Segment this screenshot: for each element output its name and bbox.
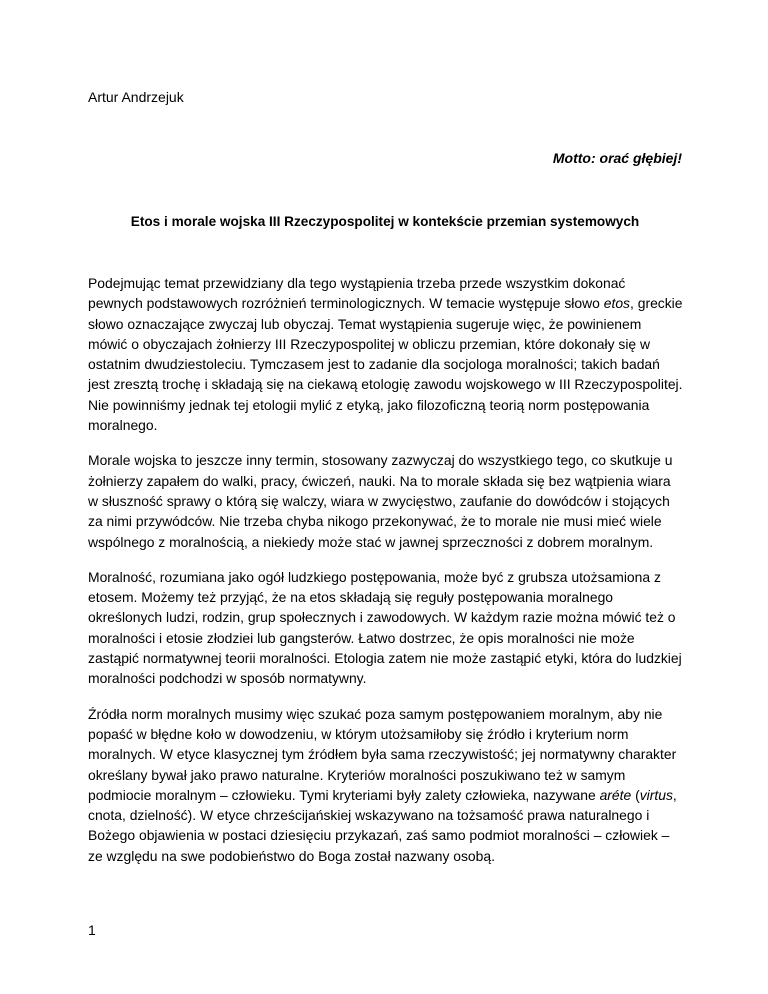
paragraph-4-part-b: ( — [631, 786, 640, 803]
paragraph-4-part-c: , cnota, dzielność). W etyce chrześcijańskiej wskazywano na tożsamość prawa naturalnego i Bożego objawienia w postaci dziesięciu przykazań, zaś samo podmiot moralności – człowiek – ze względu na swe podobieństwo do Boga został nazwany osobą. — [88, 786, 677, 864]
paragraph-4-part-a: Źródła norm moralnych musimy więc szukać poza samym postępowaniem moralnym, aby nie popaść w błędne koło w dowodzeniu, w którym utożsamiłoby się źródło i kryterium norm moralnych. W etyce klasycznej tym źródłem była sama rzeczywistość; jej normatywny charakter określany bywał jako prawo naturalne. Kryteriów moralności poszukiwano też w samym podmiocie moralnym – człowieku. Tymi kryteriami były zalety człowieka, nazywane — [88, 705, 677, 803]
paragraph-1 — [88, 273, 684, 435]
paragraph-1-emphasis: etos — [603, 295, 630, 312]
paragraph-3: Moralność, rozumiana jako ogół ludzkiego postępowania, może być z grubsza utożsamiona z etosem. Możemy też przyjąć, że na etos składają się reguły postępowania moralnego określonych ludzi, rodzin, grup społecznych i zawodowych. W każdym razie można mówić też o moralności i etosie złodziei lub gangsterów. Łatwo dostrzec, że opis moralności nie może zastąpić normatywnej teorii moralności. Etologia zatem nie może zastąpić etyki, która do ludzkiej moralności podchodzi w sposób normatywny. — [88, 568, 682, 687]
paragraph-1-part-b: , greckie słowo oznaczające zwyczaj lub obyczaj. Temat wystąpienia sugeruje więc, że powinienem mówić o obyczajach żołnierzy III Rzeczypospolitej w obliczu przemian, które dokonały się w ostatnim dwudziestoleciu. Tymczasem jest to zadanie dla socjologa moralności; takich badań jest zresztą trochę i składają się na ciekawą etologię zawodu wojskowego w III Rzeczypospolitej. Nie powinniśmy jednak tej etologii mylić z etyką, jako filozoficzną teorią norm postępowania moralnego. — [88, 295, 683, 434]
page-number: 1 — [88, 922, 96, 938]
author-name: Artur Andrzejuk — [88, 89, 184, 105]
paragraph-2: Morale wojska to jeszcze inny termin, stosowany zazwyczaj do wszystkiego tego, co skutkuje u żołnierzy zapałem do walki, pracy, ćwiczeń, nauki. Na to morale składa się bez wątpienia wiara w słuszność sprawy o którą się walczy, wiara w zwycięstwo, zaufanie do dowódców i stojących za nimi przywódców. Nie trzeba chyba nikogo przekonywać, że to morale nie musi mieć wiele wspólnego z moralnością, a niekiedy może stać w jawnej sprzeczności z dobrem moralnym. — [88, 452, 673, 550]
body-text — [88, 273, 684, 881]
document-title: Etos i morale wojska III Rzeczypospolitej w kontekście przemian systemowych — [130, 214, 640, 229]
paragraph-4-emphasis-arete: aréte — [599, 786, 632, 803]
paragraph-4-emphasis-virtus: virtus — [639, 786, 673, 803]
motto: Motto: orać głębiej! — [552, 150, 682, 166]
paragraph-1-part-a: Podejmując temat przewidziany dla tego wystąpienia trzeba przede wszystkim dokonać pewnych podstawowych rozróżnień terminologicznych. W temacie występuje słowo — [88, 275, 626, 312]
paragraph-4 — [88, 704, 684, 866]
